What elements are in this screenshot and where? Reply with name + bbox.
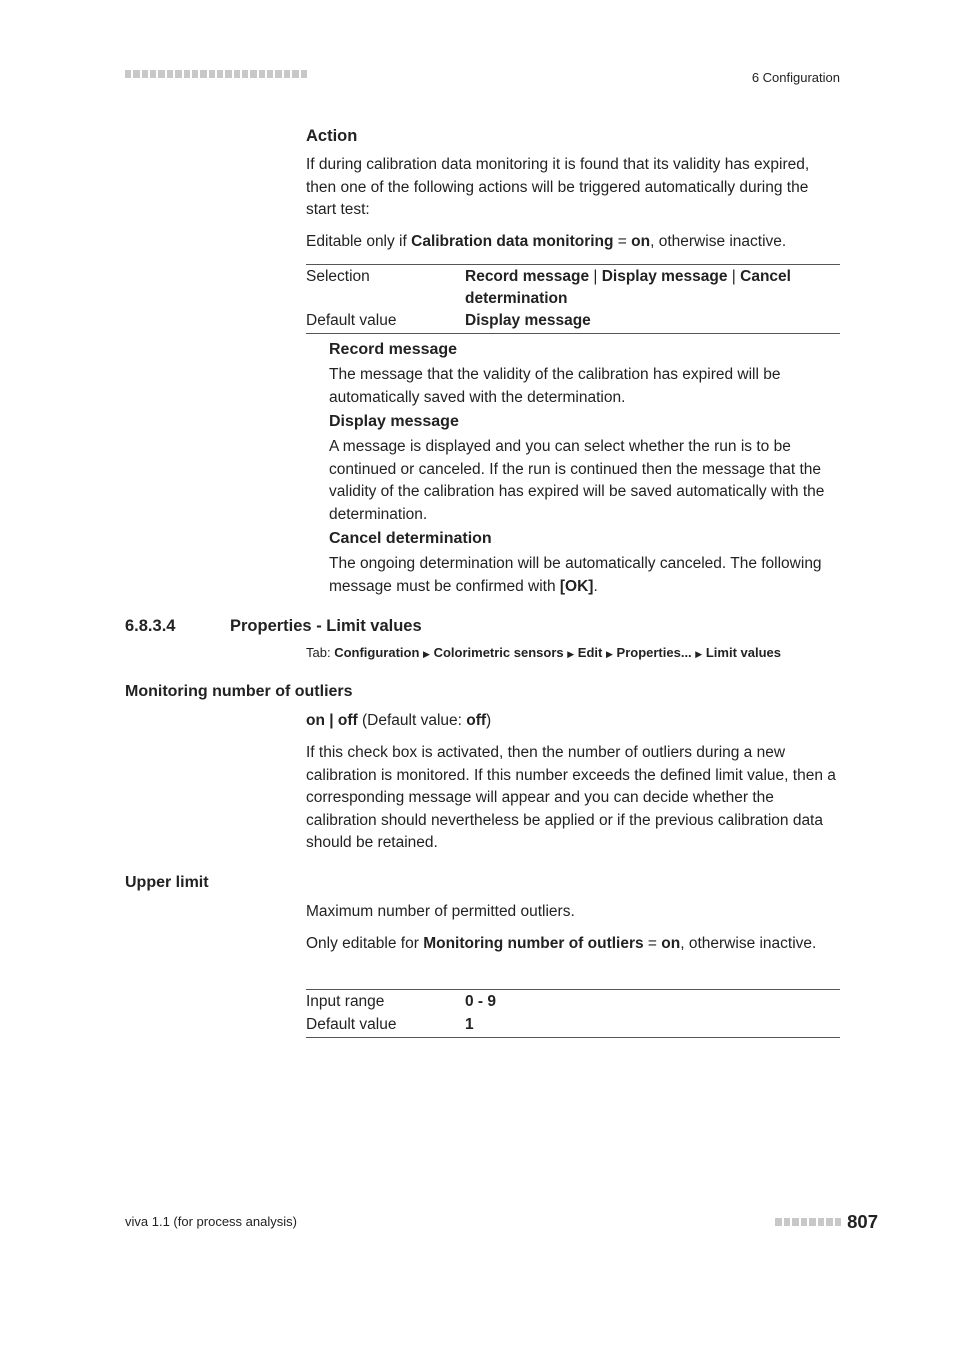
input-range-value: 0 - 9 — [465, 993, 497, 1010]
option-cancel-text: The ongoing determination will be automatically canceled. The following message must be confirmed with [OK]. — [329, 555, 822, 595]
tab-breadcrumb: Tab: Configuration ▶ Colorimetric sensors ▶ Edit ▶ Properties... ▶ Limit values — [306, 645, 781, 660]
upper-default-label: Default value — [306, 1016, 397, 1033]
arrow-icon: ▶ — [567, 649, 575, 659]
default-row — [306, 310, 840, 332]
header-decoration — [125, 70, 307, 78]
upper-limit-parameter-table — [306, 989, 840, 1038]
monitoring-onoff: on | off (Default value: off) — [306, 712, 492, 729]
upper-default-value: 1 — [465, 1016, 474, 1033]
option-record-text: The message that the validity of the calibration has expired will be automatically saved with the determination. — [329, 366, 781, 406]
action-title: Action — [306, 127, 358, 145]
option-record-title: Record message — [329, 341, 458, 358]
default-value: Display message — [465, 312, 591, 329]
upper-limit-editable-note: Only editable for Monitoring number of outliers = on, otherwise inactive. — [306, 935, 817, 952]
section-number: 6.8.3.4 — [125, 617, 176, 635]
selection-values: Record message | Display message | Cancel determination — [465, 268, 791, 307]
option-display-title: Display message — [329, 413, 459, 430]
input-range-label: Input range — [306, 993, 385, 1010]
input-range-row — [306, 990, 840, 1013]
default-label: Default value — [306, 312, 397, 329]
section-title: Properties - Limit values — [230, 617, 422, 635]
upper-limit-title: Upper limit — [125, 874, 209, 891]
arrow-icon: ▶ — [605, 649, 613, 659]
action-parameter-table — [306, 264, 840, 334]
monitoring-title: Monitoring number of outliers — [125, 683, 353, 700]
action-editable-note: Editable only if Calibration data monitoring = on, otherwise inactive. — [306, 233, 787, 250]
selection-row — [306, 266, 840, 310]
footer-page — [775, 1211, 878, 1233]
action-description: If during calibration data monitoring it is found that its validity has expired, then one of the following actions will be triggered automatically during the start test: — [306, 156, 810, 218]
arrow-icon: ▶ — [423, 649, 430, 659]
option-cancel-title: Cancel determination — [329, 530, 492, 547]
upper-limit-description: Maximum number of permitted outliers. — [306, 903, 575, 920]
footer-decoration — [775, 1218, 841, 1226]
chapter-title: 6 Configuration — [751, 70, 840, 85]
option-display-text: A message is displayed and you can select whether the run is to be continued or canceled. If the run is continued then the message that the validity of the calibration has expired will be saved automatically with the determination. — [329, 438, 825, 523]
upper-default-row — [306, 1013, 840, 1036]
monitoring-description: If this check box is activated, then the number of outliers during a new calibration is monitored. If this number exceeds the defined limit value, then a corresponding message will appear and you can decide whether the calibration should nevertheless be applied or if the previous calibration data should be retained. — [306, 744, 836, 851]
arrow-icon: ▶ — [695, 649, 703, 659]
page-number: 807 — [847, 1211, 878, 1232]
footer-product: viva 1.1 (for process analysis) — [125, 1214, 297, 1229]
selection-label: Selection — [306, 268, 370, 285]
